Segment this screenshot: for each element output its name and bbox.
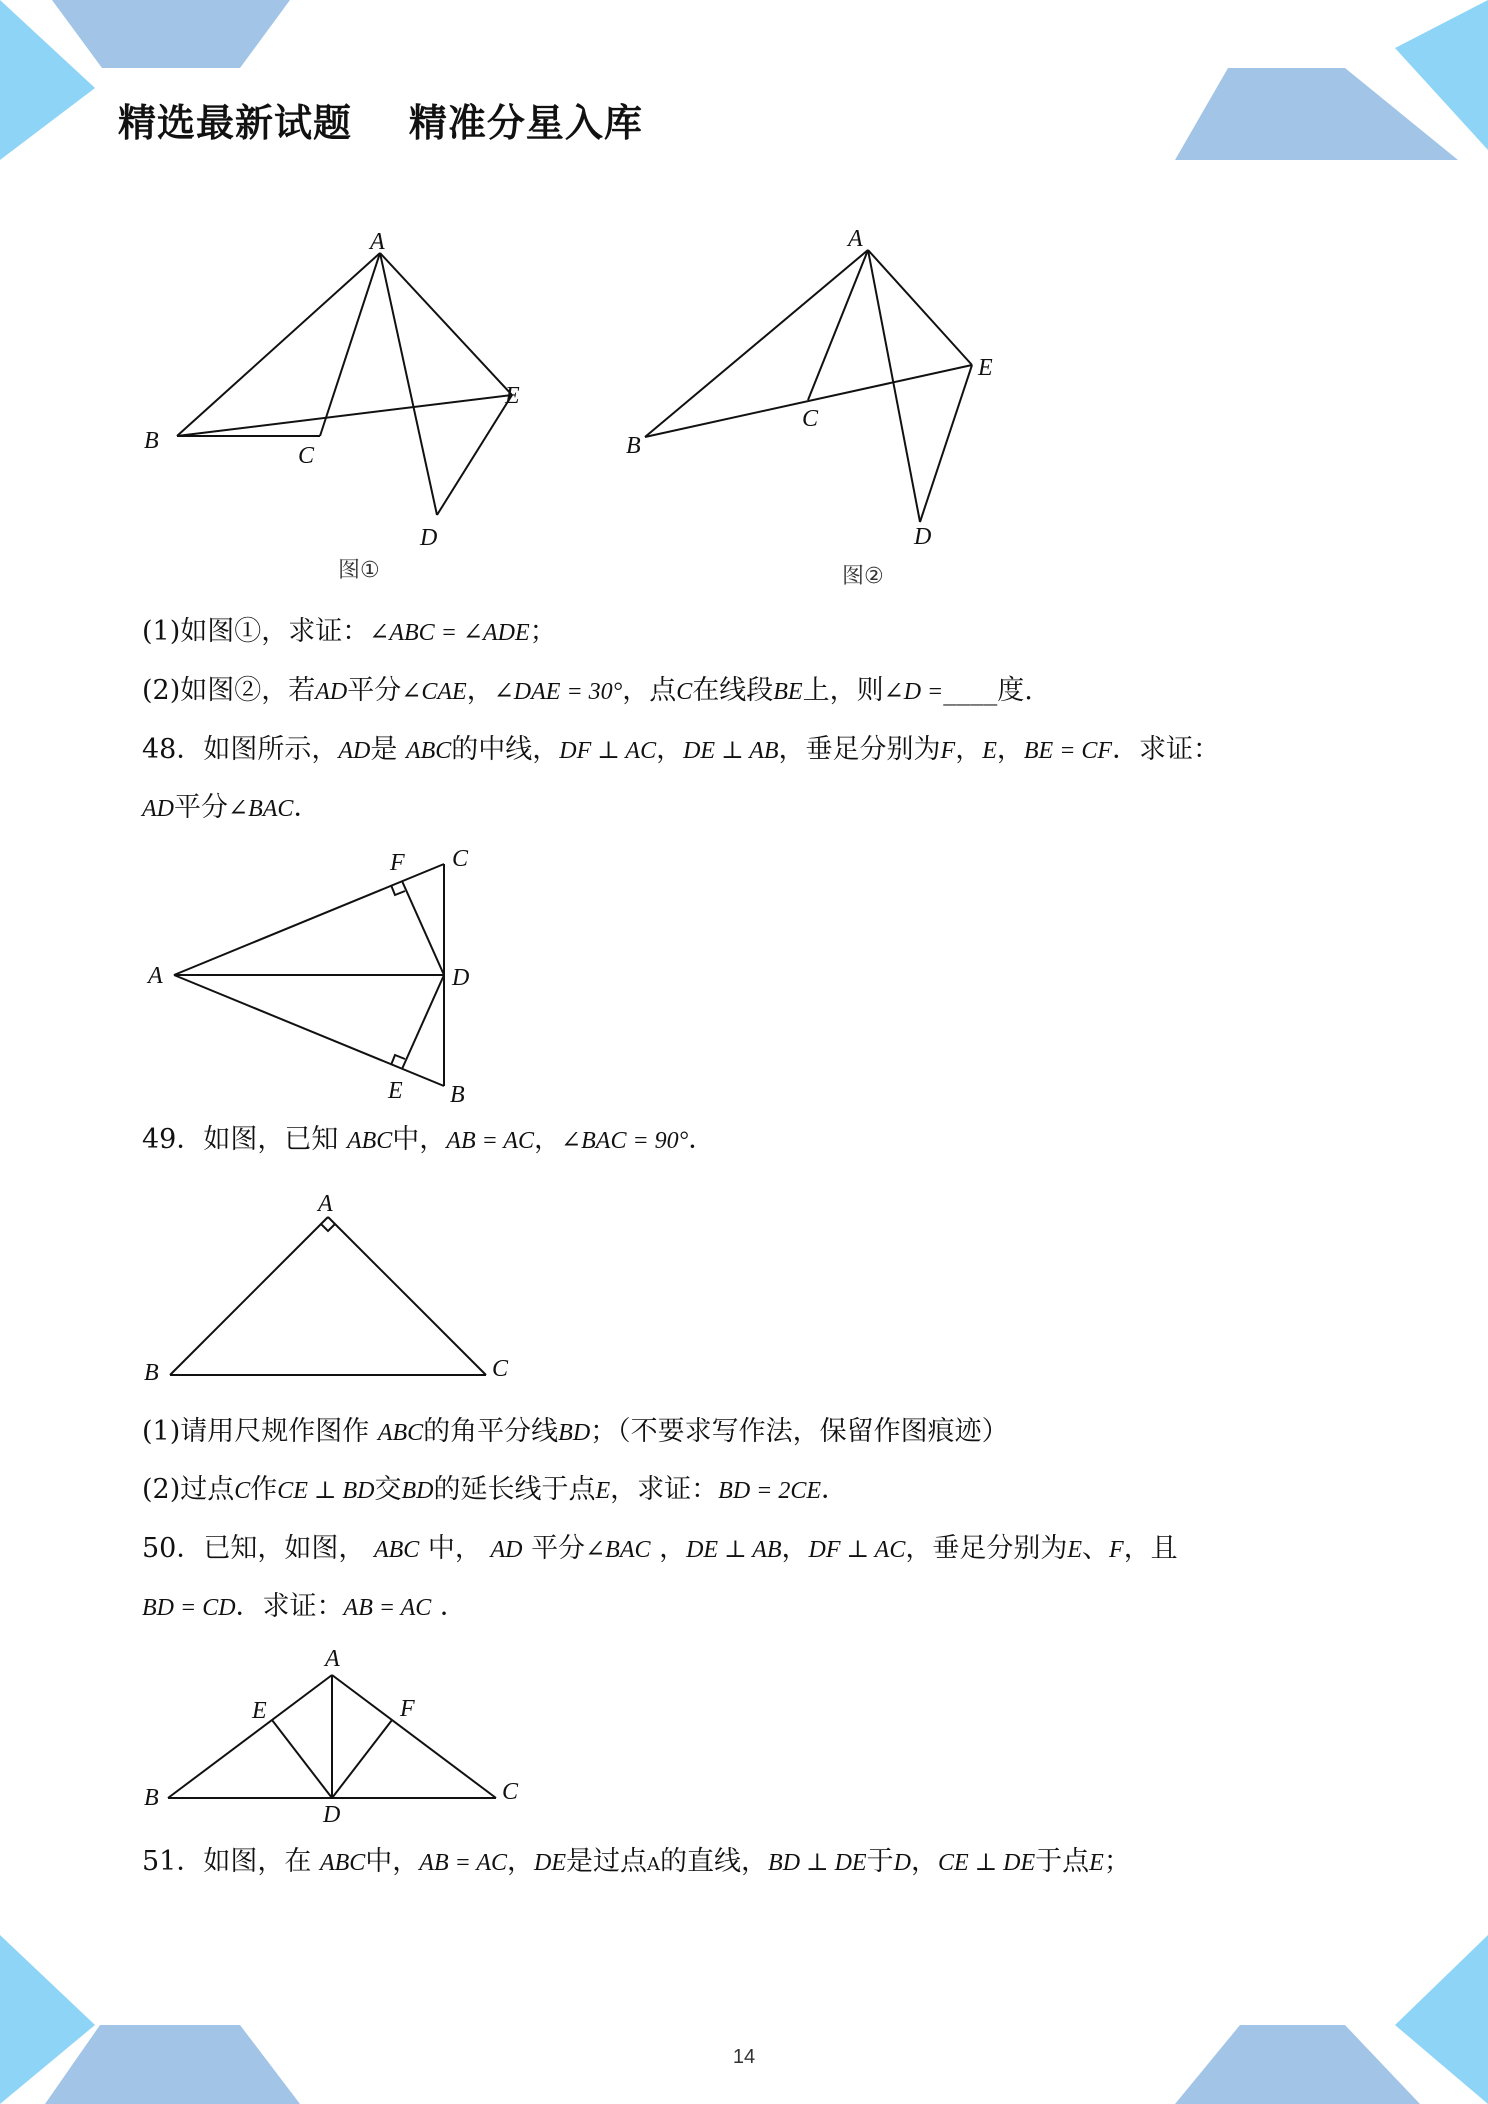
label-a: A <box>148 963 163 989</box>
label-a: A <box>325 1646 340 1672</box>
label-a: A <box>318 1191 333 1217</box>
figure-48 <box>140 840 500 1110</box>
label-d: D <box>323 1802 341 1828</box>
label-e: E <box>252 1698 267 1724</box>
label-d: D <box>914 524 932 550</box>
q49-part1: (1)请用尺规作图作 ABC的角平分线BD；（不要求写作法，保留作图痕迹） <box>142 1416 1009 1447</box>
q48-line2: AD平分∠BAC． <box>142 792 321 823</box>
q47-part2: (2)如图②，若AD平分∠CAE，∠DAE = 30°，点C在线段BE上，则∠D =____度. <box>142 675 1033 706</box>
label-c: C <box>298 443 315 469</box>
top-left-trapezoid <box>52 0 290 68</box>
figure-47-1 <box>130 225 560 590</box>
label-b: B <box>626 433 641 459</box>
label-c: C <box>802 406 819 432</box>
page-number: 14 <box>732 2046 756 2068</box>
figure-50 <box>140 1640 540 1840</box>
q50-line1: 50．已知，如图， ABC 中， AD 平分∠BAC ，DE ⊥ AB，DF ⊥ AC，垂足分别为E、F，且 <box>142 1533 1178 1564</box>
label-b: B <box>144 1360 159 1385</box>
q49-line1: 49．如图，已知 ABC中，AB = AC，∠BAC = 90°． <box>142 1124 716 1155</box>
label-d: D <box>420 525 438 551</box>
label-f: F <box>400 1696 415 1722</box>
bottom-right-triangle <box>1395 1935 1488 2104</box>
label-a: A <box>848 226 863 252</box>
caption-figure-1: 图① <box>338 558 380 583</box>
q47-part1: (1)如图①，求证：∠ABC = ∠ADE； <box>142 616 557 647</box>
q51-line1: 51．如图，在 ABC中，AB = AC，DE是过点A的直线，BD ⊥ DE于D，CE ⊥ DE于点E； <box>142 1846 1131 1877</box>
top-right-trapezoid <box>1175 68 1458 160</box>
header-title: 精选最新试题 精准分星入库 <box>118 101 643 145</box>
q48-line1: 48．如图所示，AD是 ABC的中线，DF ⊥ AC，DE ⊥ AB，垂足分别为F，E，BE = CF．求证： <box>142 734 1221 765</box>
label-b: B <box>144 1785 159 1811</box>
label-c: C <box>502 1779 519 1805</box>
label-f: F <box>390 850 405 876</box>
label-c: C <box>492 1356 509 1382</box>
figure-49 <box>140 1185 530 1385</box>
label-d: D <box>452 965 470 991</box>
label-e: E <box>978 355 993 381</box>
label-a: A <box>370 229 385 255</box>
q50-line2: BD = CD．求证：AB = AC ． <box>142 1591 467 1622</box>
label-b: B <box>450 1082 465 1108</box>
label-e: E <box>505 383 520 409</box>
label-b: B <box>144 428 159 454</box>
label-c: C <box>452 846 469 872</box>
figure-47-2 <box>610 220 1030 595</box>
label-e: E <box>388 1078 403 1104</box>
caption-figure-2: 图② <box>842 564 884 589</box>
q49-part2: (2)过点C作CE ⊥ BD交BD的延长线于点E，求证：BD = 2CE． <box>142 1474 849 1505</box>
